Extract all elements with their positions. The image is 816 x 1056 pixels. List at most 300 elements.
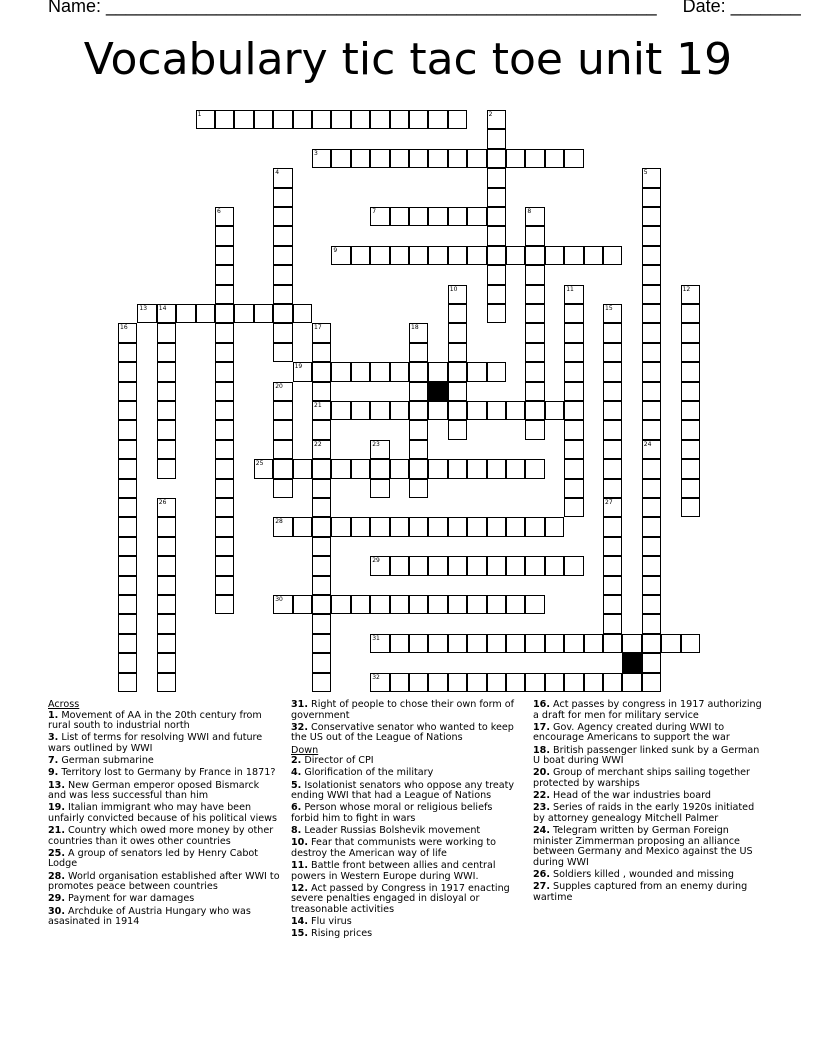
grid-cell[interactable] — [312, 576, 331, 595]
grid-cell[interactable] — [467, 149, 486, 168]
grid-cell[interactable] — [157, 459, 176, 478]
grid-cell[interactable] — [215, 226, 234, 245]
grid-cell[interactable] — [215, 576, 234, 595]
grid-cell[interactable] — [467, 634, 486, 653]
grid-cell[interactable] — [545, 149, 564, 168]
grid-cell[interactable] — [409, 246, 428, 265]
grid-cell[interactable] — [157, 576, 176, 595]
grid-cell[interactable] — [642, 420, 661, 439]
grid-cell[interactable] — [428, 110, 447, 129]
grid-cell[interactable] — [564, 498, 583, 517]
grid-cell[interactable] — [331, 595, 350, 614]
grid-cell[interactable] — [448, 459, 467, 478]
grid-cell[interactable] — [681, 420, 700, 439]
grid-cell[interactable] — [118, 556, 137, 575]
grid-cell[interactable] — [118, 517, 137, 536]
grid-cell[interactable] — [118, 537, 137, 556]
grid-cell[interactable] — [467, 401, 486, 420]
grid-cell[interactable] — [351, 401, 370, 420]
grid-cell[interactable] — [215, 479, 234, 498]
grid-cell[interactable] — [118, 420, 137, 439]
grid-cell[interactable] — [642, 673, 661, 692]
grid-cell[interactable] — [487, 673, 506, 692]
grid-cell[interactable] — [642, 188, 661, 207]
grid-cell[interactable] — [428, 595, 447, 614]
grid-cell[interactable] — [642, 323, 661, 342]
grid-cell[interactable] — [506, 459, 525, 478]
grid-cell[interactable] — [331, 459, 350, 478]
grid-cell[interactable] — [681, 459, 700, 478]
grid-cell[interactable] — [215, 110, 234, 129]
grid-cell[interactable] — [370, 149, 389, 168]
grid-cell[interactable] — [273, 479, 292, 498]
grid-cell[interactable] — [351, 149, 370, 168]
grid-cell[interactable] — [467, 362, 486, 381]
grid-cell[interactable] — [448, 110, 467, 129]
grid-cell[interactable] — [525, 246, 544, 265]
grid-cell[interactable] — [467, 595, 486, 614]
grid-cell[interactable] — [312, 343, 331, 362]
grid-cell[interactable] — [603, 595, 622, 614]
grid-cell[interactable] — [215, 246, 234, 265]
grid-cell[interactable] — [312, 614, 331, 633]
grid-cell[interactable] — [448, 207, 467, 226]
grid-cell[interactable] — [370, 401, 389, 420]
grid-cell[interactable] — [487, 129, 506, 148]
grid-cell[interactable] — [312, 479, 331, 498]
grid-cell[interactable] — [370, 362, 389, 381]
grid-cell[interactable] — [603, 323, 622, 342]
grid-cell[interactable] — [331, 149, 350, 168]
grid-cell[interactable] — [564, 382, 583, 401]
grid-cell[interactable] — [448, 304, 467, 323]
grid-cell[interactable] — [351, 459, 370, 478]
grid-cell[interactable] — [273, 304, 292, 323]
grid-cell[interactable] — [642, 362, 661, 381]
grid-cell[interactable] — [642, 285, 661, 304]
grid-cell[interactable] — [312, 382, 331, 401]
grid-cell[interactable] — [487, 595, 506, 614]
grid-cell[interactable] — [293, 517, 312, 536]
grid-cell[interactable] — [196, 304, 215, 323]
grid-cell[interactable] — [564, 362, 583, 381]
grid-cell[interactable] — [215, 498, 234, 517]
grid-cell[interactable] — [409, 517, 428, 536]
grid-cell[interactable] — [118, 362, 137, 381]
grid-cell[interactable] — [545, 634, 564, 653]
grid-cell[interactable] — [525, 323, 544, 342]
grid-cell[interactable] — [157, 653, 176, 672]
grid-cell[interactable] — [409, 149, 428, 168]
grid-cell[interactable] — [487, 168, 506, 187]
grid-cell[interactable] — [681, 479, 700, 498]
grid-cell[interactable] — [312, 362, 331, 381]
grid-cell[interactable] — [525, 459, 544, 478]
grid-cell[interactable] — [409, 401, 428, 420]
grid-cell[interactable] — [642, 595, 661, 614]
grid-cell[interactable] — [603, 479, 622, 498]
grid-cell[interactable] — [312, 653, 331, 672]
grid-cell[interactable] — [273, 401, 292, 420]
grid-cell[interactable] — [506, 401, 525, 420]
grid-cell[interactable] — [545, 556, 564, 575]
grid-cell[interactable] — [254, 304, 273, 323]
grid-cell[interactable] — [603, 517, 622, 536]
grid-cell[interactable] — [409, 420, 428, 439]
grid-cell[interactable] — [681, 440, 700, 459]
grid-cell[interactable] — [176, 304, 195, 323]
grid-cell[interactable] — [331, 517, 350, 536]
grid-cell[interactable] — [642, 246, 661, 265]
grid-cell[interactable] — [642, 382, 661, 401]
grid-cell[interactable] — [642, 634, 661, 653]
grid-cell[interactable] — [681, 323, 700, 342]
grid-cell[interactable] — [351, 110, 370, 129]
grid-cell[interactable] — [564, 673, 583, 692]
grid-cell[interactable] — [390, 556, 409, 575]
grid-cell[interactable] — [487, 226, 506, 245]
grid-cell[interactable] — [428, 401, 447, 420]
grid-cell[interactable] — [506, 595, 525, 614]
grid-cell[interactable] — [312, 517, 331, 536]
grid-cell[interactable] — [409, 556, 428, 575]
grid-cell[interactable] — [409, 673, 428, 692]
grid-cell[interactable] — [603, 634, 622, 653]
grid-cell[interactable] — [642, 576, 661, 595]
grid-cell[interactable] — [448, 323, 467, 342]
grid-cell[interactable] — [564, 323, 583, 342]
grid-cell[interactable] — [467, 673, 486, 692]
grid-cell[interactable] — [564, 440, 583, 459]
grid-cell[interactable] — [428, 634, 447, 653]
grid-cell[interactable] — [157, 634, 176, 653]
grid-cell[interactable] — [409, 595, 428, 614]
grid-cell[interactable] — [448, 382, 467, 401]
grid-cell[interactable] — [428, 673, 447, 692]
grid-cell[interactable] — [564, 420, 583, 439]
grid-cell[interactable] — [351, 246, 370, 265]
grid-cell[interactable] — [564, 304, 583, 323]
grid-cell[interactable] — [448, 595, 467, 614]
grid-cell[interactable] — [390, 246, 409, 265]
grid-cell[interactable] — [525, 226, 544, 245]
grid-cell[interactable] — [564, 246, 583, 265]
grid-cell[interactable] — [390, 149, 409, 168]
grid-cell[interactable] — [681, 498, 700, 517]
grid-cell[interactable] — [409, 343, 428, 362]
grid-cell[interactable] — [370, 246, 389, 265]
grid-cell[interactable] — [312, 556, 331, 575]
grid-cell[interactable] — [273, 323, 292, 342]
grid-cell[interactable] — [642, 653, 661, 672]
grid-cell[interactable] — [525, 343, 544, 362]
grid-cell[interactable] — [234, 110, 253, 129]
grid-cell[interactable] — [603, 362, 622, 381]
grid-cell[interactable] — [428, 246, 447, 265]
grid-cell[interactable] — [525, 673, 544, 692]
grid-cell[interactable] — [603, 343, 622, 362]
grid-cell[interactable] — [370, 517, 389, 536]
grid-cell[interactable] — [603, 246, 622, 265]
grid-cell[interactable] — [370, 595, 389, 614]
grid-cell[interactable] — [448, 420, 467, 439]
grid-cell[interactable] — [525, 634, 544, 653]
grid-cell[interactable] — [118, 634, 137, 653]
grid-cell[interactable] — [312, 537, 331, 556]
grid-cell[interactable] — [642, 226, 661, 245]
grid-cell[interactable] — [157, 401, 176, 420]
grid-cell[interactable] — [293, 595, 312, 614]
grid-cell[interactable] — [448, 149, 467, 168]
grid-cell[interactable] — [642, 517, 661, 536]
grid-cell[interactable] — [564, 634, 583, 653]
grid-cell[interactable] — [254, 110, 273, 129]
grid-cell[interactable] — [487, 265, 506, 284]
grid-cell[interactable] — [118, 343, 137, 362]
grid-cell[interactable] — [448, 246, 467, 265]
grid-cell[interactable] — [273, 343, 292, 362]
grid-cell[interactable] — [157, 382, 176, 401]
grid-cell[interactable] — [487, 188, 506, 207]
grid-cell[interactable] — [370, 459, 389, 478]
grid-cell[interactable] — [215, 285, 234, 304]
grid-cell[interactable] — [545, 517, 564, 536]
grid-cell[interactable] — [525, 285, 544, 304]
grid-cell[interactable] — [390, 517, 409, 536]
grid-cell[interactable] — [564, 479, 583, 498]
grid-cell[interactable] — [448, 673, 467, 692]
grid-cell[interactable] — [564, 459, 583, 478]
grid-cell[interactable] — [525, 149, 544, 168]
grid-cell[interactable] — [642, 614, 661, 633]
grid-cell[interactable] — [312, 595, 331, 614]
grid-cell[interactable] — [564, 343, 583, 362]
grid-cell[interactable] — [273, 420, 292, 439]
grid-cell[interactable] — [390, 673, 409, 692]
grid-cell[interactable] — [428, 207, 447, 226]
grid-cell[interactable] — [390, 401, 409, 420]
grid-cell[interactable] — [273, 246, 292, 265]
grid-cell[interactable] — [642, 265, 661, 284]
grid-cell[interactable] — [312, 634, 331, 653]
grid-cell[interactable] — [118, 401, 137, 420]
grid-cell[interactable] — [428, 362, 447, 381]
grid-cell[interactable] — [564, 149, 583, 168]
grid-cell[interactable] — [293, 459, 312, 478]
grid-cell[interactable] — [487, 634, 506, 653]
grid-cell[interactable] — [215, 595, 234, 614]
grid-cell[interactable] — [390, 634, 409, 653]
grid-cell[interactable] — [215, 304, 234, 323]
grid-cell[interactable] — [642, 304, 661, 323]
grid-cell[interactable] — [545, 401, 564, 420]
grid-cell[interactable] — [428, 517, 447, 536]
date-field[interactable]: _______ — [730, 0, 801, 16]
grid-cell[interactable] — [331, 110, 350, 129]
grid-cell[interactable] — [234, 304, 253, 323]
grid-cell[interactable] — [409, 207, 428, 226]
grid-cell[interactable] — [118, 459, 137, 478]
name-field[interactable]: _______________________________________________________ — [106, 0, 657, 16]
grid-cell[interactable] — [409, 362, 428, 381]
grid-cell[interactable] — [603, 382, 622, 401]
grid-cell[interactable] — [545, 673, 564, 692]
grid-cell[interactable] — [448, 343, 467, 362]
grid-cell[interactable] — [506, 556, 525, 575]
grid-cell[interactable] — [157, 362, 176, 381]
grid-cell[interactable] — [622, 634, 641, 653]
grid-cell[interactable] — [351, 517, 370, 536]
grid-cell[interactable] — [312, 673, 331, 692]
grid-cell[interactable] — [681, 362, 700, 381]
grid-cell[interactable] — [525, 265, 544, 284]
grid-cell[interactable] — [642, 401, 661, 420]
grid-cell[interactable] — [603, 537, 622, 556]
grid-cell[interactable] — [312, 498, 331, 517]
grid-cell[interactable] — [487, 246, 506, 265]
grid-cell[interactable] — [506, 246, 525, 265]
grid-cell[interactable] — [215, 343, 234, 362]
grid-cell[interactable] — [603, 556, 622, 575]
grid-cell[interactable] — [467, 517, 486, 536]
grid-cell[interactable] — [622, 673, 641, 692]
grid-cell[interactable] — [525, 595, 544, 614]
grid-cell[interactable] — [409, 634, 428, 653]
grid-cell[interactable] — [118, 440, 137, 459]
grid-cell[interactable] — [215, 323, 234, 342]
grid-cell[interactable] — [331, 401, 350, 420]
grid-cell[interactable] — [428, 556, 447, 575]
grid-cell[interactable] — [157, 420, 176, 439]
grid-cell[interactable] — [506, 634, 525, 653]
grid-cell[interactable] — [525, 517, 544, 536]
grid-cell[interactable] — [157, 343, 176, 362]
grid-cell[interactable] — [448, 556, 467, 575]
grid-cell[interactable] — [584, 673, 603, 692]
grid-cell[interactable] — [642, 479, 661, 498]
grid-cell[interactable] — [603, 614, 622, 633]
grid-cell[interactable] — [584, 246, 603, 265]
grid-cell[interactable] — [681, 382, 700, 401]
grid-cell[interactable] — [157, 537, 176, 556]
grid-cell[interactable] — [409, 440, 428, 459]
grid-cell[interactable] — [118, 673, 137, 692]
grid-cell[interactable] — [118, 576, 137, 595]
grid-cell[interactable] — [603, 576, 622, 595]
grid-cell[interactable] — [448, 401, 467, 420]
grid-cell[interactable] — [273, 285, 292, 304]
grid-cell[interactable] — [215, 265, 234, 284]
grid-cell[interactable] — [603, 420, 622, 439]
grid-cell[interactable] — [603, 459, 622, 478]
grid-cell[interactable] — [428, 459, 447, 478]
grid-cell[interactable] — [487, 207, 506, 226]
grid-cell[interactable] — [681, 401, 700, 420]
grid-cell[interactable] — [642, 556, 661, 575]
grid-cell[interactable] — [273, 265, 292, 284]
grid-cell[interactable] — [428, 149, 447, 168]
grid-cell[interactable] — [487, 459, 506, 478]
grid-cell[interactable] — [487, 304, 506, 323]
grid-cell[interactable] — [681, 634, 700, 653]
grid-cell[interactable] — [390, 207, 409, 226]
grid-cell[interactable] — [525, 556, 544, 575]
grid-cell[interactable] — [293, 304, 312, 323]
grid-cell[interactable] — [293, 110, 312, 129]
grid-cell[interactable] — [564, 556, 583, 575]
grid-cell[interactable] — [157, 614, 176, 633]
grid-cell[interactable] — [487, 149, 506, 168]
grid-cell[interactable] — [215, 420, 234, 439]
grid-cell[interactable] — [215, 537, 234, 556]
grid-cell[interactable] — [273, 459, 292, 478]
grid-cell[interactable] — [642, 207, 661, 226]
grid-cell[interactable] — [273, 110, 292, 129]
grid-cell[interactable] — [370, 479, 389, 498]
grid-cell[interactable] — [409, 110, 428, 129]
grid-cell[interactable] — [390, 459, 409, 478]
grid-cell[interactable] — [273, 188, 292, 207]
grid-cell[interactable] — [118, 479, 137, 498]
grid-cell[interactable] — [525, 382, 544, 401]
grid-cell[interactable] — [118, 595, 137, 614]
grid-cell[interactable] — [506, 149, 525, 168]
grid-cell[interactable] — [487, 362, 506, 381]
grid-cell[interactable] — [409, 382, 428, 401]
grid-cell[interactable] — [642, 343, 661, 362]
grid-cell[interactable] — [409, 459, 428, 478]
grid-cell[interactable] — [273, 226, 292, 245]
grid-cell[interactable] — [525, 401, 544, 420]
grid-cell[interactable] — [487, 517, 506, 536]
grid-cell[interactable] — [118, 498, 137, 517]
grid-cell[interactable] — [642, 459, 661, 478]
grid-cell[interactable] — [525, 362, 544, 381]
grid-cell[interactable] — [487, 285, 506, 304]
grid-cell[interactable] — [390, 110, 409, 129]
grid-cell[interactable] — [467, 459, 486, 478]
grid-cell[interactable] — [467, 556, 486, 575]
grid-cell[interactable] — [409, 479, 428, 498]
grid-cell[interactable] — [390, 362, 409, 381]
grid-cell[interactable] — [312, 459, 331, 478]
grid-cell[interactable] — [215, 440, 234, 459]
grid-cell[interactable] — [157, 517, 176, 536]
grid-cell[interactable] — [370, 110, 389, 129]
grid-cell[interactable] — [448, 517, 467, 536]
grid-cell[interactable] — [506, 517, 525, 536]
grid-cell[interactable] — [642, 498, 661, 517]
grid-cell[interactable] — [487, 401, 506, 420]
grid-cell[interactable] — [215, 382, 234, 401]
grid-cell[interactable] — [487, 556, 506, 575]
grid-cell[interactable] — [215, 401, 234, 420]
grid-cell[interactable] — [584, 634, 603, 653]
grid-cell[interactable] — [312, 420, 331, 439]
grid-cell[interactable] — [118, 382, 137, 401]
grid-cell[interactable] — [603, 673, 622, 692]
grid-cell[interactable] — [448, 362, 467, 381]
grid-cell[interactable] — [351, 362, 370, 381]
grid-cell[interactable] — [215, 517, 234, 536]
grid-cell[interactable] — [215, 362, 234, 381]
grid-cell[interactable] — [467, 246, 486, 265]
grid-cell[interactable] — [273, 207, 292, 226]
grid-cell[interactable] — [390, 595, 409, 614]
grid-cell[interactable] — [525, 304, 544, 323]
grid-cell[interactable] — [312, 110, 331, 129]
grid-cell[interactable] — [661, 634, 680, 653]
